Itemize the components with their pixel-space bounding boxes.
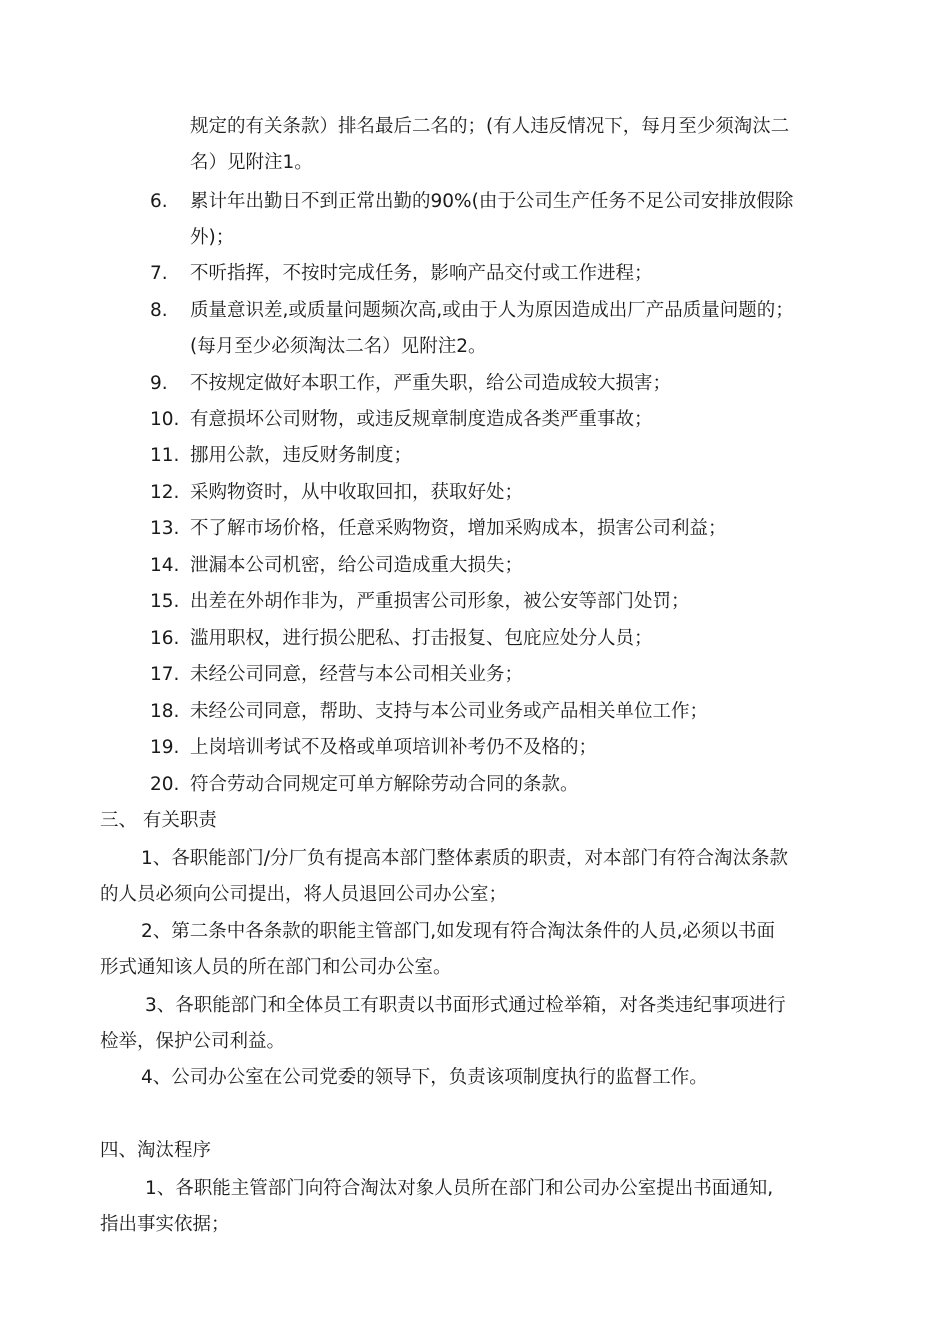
list-item-text: 泄漏本公司机密，给公司造成重大损失； [190, 555, 524, 576]
list-item-number: 6. [150, 191, 168, 212]
list-item-text: 未经公司同意，帮助、支持与本公司业务或产品相关单位工作； [190, 701, 709, 722]
list-item-number: 11. [150, 445, 180, 466]
paragraph-line: 2、第二条中各条款的职能主管部门,如发现有符合淘汰条件的人员,必须以书面 [141, 921, 776, 942]
list-item-number: 20. [150, 774, 180, 795]
list-item-text: 外)； [190, 227, 235, 248]
list-item-text: 挪用公款，违反财务制度； [190, 445, 413, 466]
paragraph-line: 1、各职能部门/分厂负有提高本部门整体素质的职责，对本部门有符合淘汰条款 [141, 848, 789, 869]
list-item-text: 累计年出勤日不到正常出勤的90%(由于公司生产任务不足公司安排放假除 [190, 191, 794, 212]
list-item-text: 有意损坏公司财物，或违反规章制度造成各类严重事故； [190, 409, 653, 430]
paragraph-line: 3、各职能部门和全体员工有职责以书面形式通过检举箱，对各类违纪事项进行 [145, 995, 786, 1016]
list-item-number: 7. [150, 263, 168, 284]
list-item-text: 不听指挥，不按时完成任务，影响产品交付或工作进程； [190, 263, 653, 284]
list-item-number: 10. [150, 409, 180, 430]
section-heading: 四、淘汰程序 [100, 1140, 212, 1161]
list-item-text: 采购物资时，从中收取回扣，获取好处； [190, 482, 524, 503]
list-item-text: 出差在外胡作非为，严重损害公司形象，被公安等部门处罚； [190, 591, 690, 612]
paragraph-line: 指出事实依据； [100, 1214, 230, 1235]
list-item-number: 18. [150, 701, 180, 722]
paragraph-line: 形式通知该人员的所在部门和公司办公室。 [100, 957, 452, 978]
list-item-number: 16. [150, 628, 180, 649]
section-heading: 三、 有关职责 [100, 810, 217, 831]
list-item-number: 14. [150, 555, 180, 576]
list-item-text: (每月至少必须淘汰二名）见附注2。 [190, 336, 487, 357]
list-item-number: 13. [150, 518, 180, 539]
list-item-number: 9. [150, 373, 168, 394]
paragraph-line: 4、公司办公室在公司党委的领导下，负责该项制度执行的监督工作。 [141, 1067, 708, 1088]
continuation-line-1: 规定的有关条款）排名最后二名的；(有人违反情况下，每月至少须淘汰二 [190, 116, 790, 137]
list-item-text: 不了解市场价格，任意采购物资，增加采购成本，损害公司利益； [190, 518, 727, 539]
paragraph-line: 的人员必须向公司提出，将人员退回公司办公室； [100, 884, 508, 905]
list-item-text: 未经公司同意，经营与本公司相关业务； [190, 664, 524, 685]
paragraph-line: 检举，保护公司利益。 [100, 1031, 286, 1052]
list-item-number: 19. [150, 737, 180, 758]
list-item-text: 滥用职权，进行损公肥私、打击报复、包庇应处分人员； [190, 628, 653, 649]
list-item-number: 12. [150, 482, 180, 503]
list-item-number: 8. [150, 300, 168, 321]
paragraph-line: 1、各职能主管部门向符合淘汰对象人员所在部门和公司办公室提出书面通知, [145, 1178, 774, 1199]
list-item-text: 上岗培训考试不及格或单项培训补考仍不及格的； [190, 737, 598, 758]
list-item-text: 质量意识差,或质量问题频次高,或由于人为原因造成出厂产品质量问题的； [190, 300, 794, 321]
list-item-text: 不按规定做好本职工作，严重失职，给公司造成较大损害； [190, 373, 672, 394]
continuation-line-2: 名）见附注1。 [190, 152, 313, 173]
list-item-number: 15. [150, 591, 180, 612]
list-item-number: 17. [150, 664, 180, 685]
list-item-text: 符合劳动合同规定可单方解除劳动合同的条款。 [190, 774, 579, 795]
